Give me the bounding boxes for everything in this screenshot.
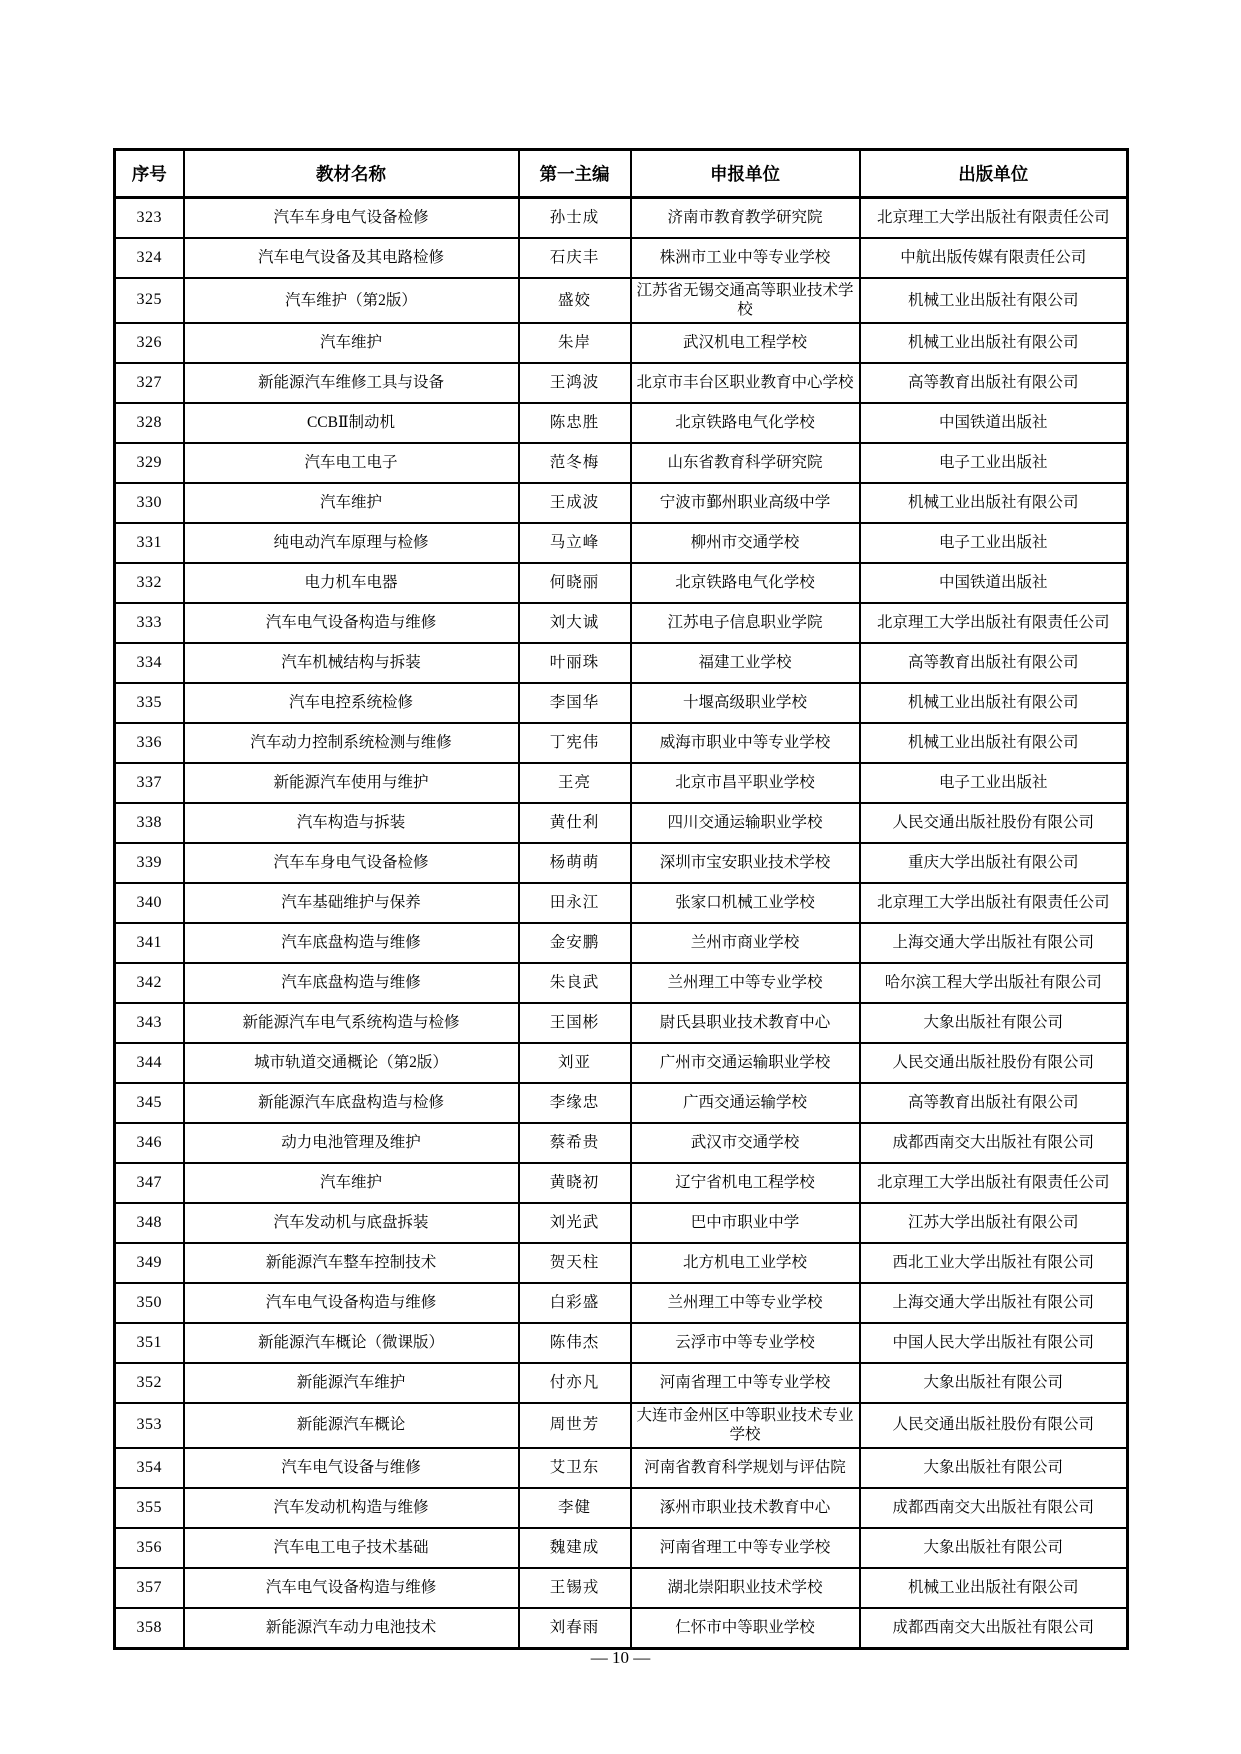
cell-applicant: 福建工业学校 bbox=[631, 643, 860, 683]
cell-title: 新能源汽车底盘构造与检修 bbox=[184, 1083, 519, 1123]
cell-applicant: 江苏省无锡交通高等职业技术学校 bbox=[631, 278, 860, 323]
cell-applicant: 四川交通运输职业学校 bbox=[631, 803, 860, 843]
cell-no: 336 bbox=[115, 723, 184, 763]
cell-publisher: 人民交通出版社股份有限公司 bbox=[860, 803, 1128, 843]
cell-applicant: 河南省教育科学规划与评估院 bbox=[631, 1448, 860, 1488]
cell-no: 350 bbox=[115, 1283, 184, 1323]
cell-applicant: 武汉机电工程学校 bbox=[631, 323, 860, 363]
column-header-applicant: 申报单位 bbox=[631, 150, 860, 198]
cell-title: 汽车电工电子 bbox=[184, 443, 519, 483]
cell-applicant: 湖北崇阳职业技术学校 bbox=[631, 1568, 860, 1608]
cell-editor: 何晓丽 bbox=[519, 563, 631, 603]
table-header bbox=[115, 150, 1128, 198]
cell-editor: 付亦凡 bbox=[519, 1363, 631, 1403]
cell-editor: 周世芳 bbox=[519, 1403, 631, 1448]
cell-publisher: 中国铁道出版社 bbox=[860, 563, 1128, 603]
cell-no: 354 bbox=[115, 1448, 184, 1488]
cell-publisher: 西北工业大学出版社有限公司 bbox=[860, 1243, 1128, 1283]
cell-editor: 黄仕利 bbox=[519, 803, 631, 843]
column-header-title: 教材名称 bbox=[184, 150, 519, 198]
cell-applicant: 河南省理工中等专业学校 bbox=[631, 1528, 860, 1568]
cell-publisher: 机械工业出版社有限公司 bbox=[860, 278, 1128, 323]
cell-applicant: 武汉市交通学校 bbox=[631, 1123, 860, 1163]
cell-title: 汽车维护 bbox=[184, 1163, 519, 1203]
cell-publisher: 机械工业出版社有限公司 bbox=[860, 483, 1128, 523]
cell-applicant: 北京市丰台区职业教育中心学校 bbox=[631, 363, 860, 403]
cell-no: 343 bbox=[115, 1003, 184, 1043]
cell-publisher: 重庆大学出版社有限公司 bbox=[860, 843, 1128, 883]
cell-editor: 陈伟杰 bbox=[519, 1323, 631, 1363]
cell-publisher: 人民交通出版社股份有限公司 bbox=[860, 1403, 1128, 1448]
cell-publisher: 人民交通出版社股份有限公司 bbox=[860, 1043, 1128, 1083]
table-row bbox=[115, 363, 1128, 403]
cell-no: 345 bbox=[115, 1083, 184, 1123]
table-row bbox=[115, 523, 1128, 563]
table-row bbox=[115, 963, 1128, 1003]
table-row bbox=[115, 323, 1128, 363]
cell-no: 330 bbox=[115, 483, 184, 523]
cell-applicant: 威海市职业中等专业学校 bbox=[631, 723, 860, 763]
cell-applicant: 北京铁路电气化学校 bbox=[631, 403, 860, 443]
cell-title: 汽车车身电气设备检修 bbox=[184, 198, 519, 239]
cell-editor: 朱良武 bbox=[519, 963, 631, 1003]
cell-title: 汽车电工电子技术基础 bbox=[184, 1528, 519, 1568]
cell-title: 纯电动汽车原理与检修 bbox=[184, 523, 519, 563]
cell-editor: 刘亚 bbox=[519, 1043, 631, 1083]
cell-applicant: 北京铁路电气化学校 bbox=[631, 563, 860, 603]
cell-publisher: 成都西南交大出版社有限公司 bbox=[860, 1488, 1128, 1528]
cell-editor: 金安鹏 bbox=[519, 923, 631, 963]
cell-publisher: 大象出版社有限公司 bbox=[860, 1003, 1128, 1043]
table-row bbox=[115, 1363, 1128, 1403]
table-row bbox=[115, 238, 1128, 278]
table-body bbox=[115, 198, 1128, 1649]
table-row bbox=[115, 403, 1128, 443]
cell-no: 324 bbox=[115, 238, 184, 278]
cell-editor: 朱岸 bbox=[519, 323, 631, 363]
cell-no: 358 bbox=[115, 1608, 184, 1649]
cell-applicant: 宁波市鄞州职业高级中学 bbox=[631, 483, 860, 523]
cell-no: 333 bbox=[115, 603, 184, 643]
cell-title: 汽车电气设备构造与维修 bbox=[184, 1283, 519, 1323]
cell-applicant: 兰州理工中等专业学校 bbox=[631, 1283, 860, 1323]
cell-title: 汽车电气设备构造与维修 bbox=[184, 1568, 519, 1608]
table-row bbox=[115, 803, 1128, 843]
cell-applicant: 张家口机械工业学校 bbox=[631, 883, 860, 923]
cell-no: 344 bbox=[115, 1043, 184, 1083]
cell-title: 新能源汽车概论 bbox=[184, 1403, 519, 1448]
cell-title: 汽车电控系统检修 bbox=[184, 683, 519, 723]
cell-no: 334 bbox=[115, 643, 184, 683]
cell-editor: 李缘忠 bbox=[519, 1083, 631, 1123]
cell-editor: 王亮 bbox=[519, 763, 631, 803]
table-row bbox=[115, 1243, 1128, 1283]
cell-publisher: 机械工业出版社有限公司 bbox=[860, 1568, 1128, 1608]
cell-applicant: 十堰高级职业学校 bbox=[631, 683, 860, 723]
cell-publisher: 电子工业出版社 bbox=[860, 763, 1128, 803]
cell-publisher: 北京理工大学出版社有限责任公司 bbox=[860, 883, 1128, 923]
cell-title: 电力机车电器 bbox=[184, 563, 519, 603]
cell-no: 328 bbox=[115, 403, 184, 443]
cell-applicant: 株洲市工业中等专业学校 bbox=[631, 238, 860, 278]
cell-no: 337 bbox=[115, 763, 184, 803]
cell-editor: 叶丽珠 bbox=[519, 643, 631, 683]
cell-no: 341 bbox=[115, 923, 184, 963]
cell-title: 新能源汽车维护 bbox=[184, 1363, 519, 1403]
cell-title: 汽车发动机与底盘拆装 bbox=[184, 1203, 519, 1243]
cell-no: 352 bbox=[115, 1363, 184, 1403]
cell-title: 新能源汽车维修工具与设备 bbox=[184, 363, 519, 403]
table-row bbox=[115, 603, 1128, 643]
cell-no: 340 bbox=[115, 883, 184, 923]
table-row bbox=[115, 883, 1128, 923]
cell-no: 346 bbox=[115, 1123, 184, 1163]
cell-applicant: 广西交通运输学校 bbox=[631, 1083, 860, 1123]
cell-no: 326 bbox=[115, 323, 184, 363]
cell-title: 汽车动力控制系统检测与维修 bbox=[184, 723, 519, 763]
table-row bbox=[115, 1568, 1128, 1608]
column-header-editor: 第一主编 bbox=[519, 150, 631, 198]
cell-editor: 刘大诚 bbox=[519, 603, 631, 643]
table-row bbox=[115, 443, 1128, 483]
cell-applicant: 江苏电子信息职业学院 bbox=[631, 603, 860, 643]
table-row bbox=[115, 1448, 1128, 1488]
cell-applicant: 深圳市宝安职业技术学校 bbox=[631, 843, 860, 883]
cell-editor: 王鸿波 bbox=[519, 363, 631, 403]
cell-publisher: 中国铁道出版社 bbox=[860, 403, 1128, 443]
table-row bbox=[115, 723, 1128, 763]
table-row bbox=[115, 198, 1128, 239]
cell-applicant: 兰州市商业学校 bbox=[631, 923, 860, 963]
table-row bbox=[115, 1608, 1128, 1649]
column-header-no: 序号 bbox=[115, 150, 184, 198]
cell-no: 348 bbox=[115, 1203, 184, 1243]
cell-title: 汽车底盘构造与维修 bbox=[184, 923, 519, 963]
cell-title: 新能源汽车动力电池技术 bbox=[184, 1608, 519, 1649]
cell-no: 331 bbox=[115, 523, 184, 563]
cell-editor: 李国华 bbox=[519, 683, 631, 723]
cell-applicant: 北方机电工业学校 bbox=[631, 1243, 860, 1283]
table-row bbox=[115, 683, 1128, 723]
cell-publisher: 江苏大学出版社有限公司 bbox=[860, 1203, 1128, 1243]
cell-applicant: 广州市交通运输职业学校 bbox=[631, 1043, 860, 1083]
table-row bbox=[115, 1323, 1128, 1363]
table-row bbox=[115, 563, 1128, 603]
cell-editor: 刘春雨 bbox=[519, 1608, 631, 1649]
cell-title: 新能源汽车整车控制技术 bbox=[184, 1243, 519, 1283]
cell-title: 新能源汽车概论（微课版） bbox=[184, 1323, 519, 1363]
cell-editor: 王锡戎 bbox=[519, 1568, 631, 1608]
cell-editor: 杨萌萌 bbox=[519, 843, 631, 883]
cell-publisher: 高等教育出版社有限公司 bbox=[860, 1083, 1128, 1123]
cell-editor: 艾卫东 bbox=[519, 1448, 631, 1488]
cell-publisher: 机械工业出版社有限公司 bbox=[860, 723, 1128, 763]
cell-no: 353 bbox=[115, 1403, 184, 1448]
cell-editor: 刘光武 bbox=[519, 1203, 631, 1243]
cell-publisher: 高等教育出版社有限公司 bbox=[860, 363, 1128, 403]
table-row bbox=[115, 1488, 1128, 1528]
cell-no: 339 bbox=[115, 843, 184, 883]
cell-editor: 马立峰 bbox=[519, 523, 631, 563]
page-number: — 10 — bbox=[590, 1648, 651, 1667]
cell-no: 327 bbox=[115, 363, 184, 403]
table-row bbox=[115, 923, 1128, 963]
cell-applicant: 济南市教育教学研究院 bbox=[631, 198, 860, 239]
table-row bbox=[115, 278, 1128, 323]
cell-publisher: 机械工业出版社有限公司 bbox=[860, 683, 1128, 723]
cell-publisher: 成都西南交大出版社有限公司 bbox=[860, 1608, 1128, 1649]
cell-applicant: 尉氏县职业技术教育中心 bbox=[631, 1003, 860, 1043]
cell-editor: 田永江 bbox=[519, 883, 631, 923]
cell-title: 汽车维护 bbox=[184, 323, 519, 363]
cell-no: 342 bbox=[115, 963, 184, 1003]
cell-title: 汽车电气设备构造与维修 bbox=[184, 603, 519, 643]
cell-no: 356 bbox=[115, 1528, 184, 1568]
cell-editor: 陈忠胜 bbox=[519, 403, 631, 443]
cell-title: 汽车电气设备与维修 bbox=[184, 1448, 519, 1488]
column-header-publisher: 出版单位 bbox=[860, 150, 1128, 198]
cell-no: 332 bbox=[115, 563, 184, 603]
cell-publisher: 大象出版社有限公司 bbox=[860, 1448, 1128, 1488]
cell-no: 329 bbox=[115, 443, 184, 483]
cell-title: 动力电池管理及维护 bbox=[184, 1123, 519, 1163]
cell-title: 汽车底盘构造与维修 bbox=[184, 963, 519, 1003]
cell-title: 汽车机械结构与拆装 bbox=[184, 643, 519, 683]
cell-no: 349 bbox=[115, 1243, 184, 1283]
cell-applicant: 山东省教育科学研究院 bbox=[631, 443, 860, 483]
table-row bbox=[115, 1203, 1128, 1243]
cell-title: 汽车发动机构造与维修 bbox=[184, 1488, 519, 1528]
table-row bbox=[115, 1043, 1128, 1083]
cell-applicant: 北京市昌平职业学校 bbox=[631, 763, 860, 803]
cell-applicant: 巴中市职业中学 bbox=[631, 1203, 860, 1243]
cell-no: 347 bbox=[115, 1163, 184, 1203]
cell-title: 汽车维护（第2版） bbox=[184, 278, 519, 323]
cell-editor: 李健 bbox=[519, 1488, 631, 1528]
textbook-table bbox=[113, 148, 1129, 1650]
cell-no: 325 bbox=[115, 278, 184, 323]
cell-editor: 孙士成 bbox=[519, 198, 631, 239]
cell-applicant: 云浮市中等专业学校 bbox=[631, 1323, 860, 1363]
cell-editor: 石庆丰 bbox=[519, 238, 631, 278]
cell-publisher: 大象出版社有限公司 bbox=[860, 1363, 1128, 1403]
cell-publisher: 高等教育出版社有限公司 bbox=[860, 643, 1128, 683]
table-row bbox=[115, 643, 1128, 683]
cell-publisher: 北京理工大学出版社有限责任公司 bbox=[860, 198, 1128, 239]
cell-no: 323 bbox=[115, 198, 184, 239]
cell-editor: 盛姣 bbox=[519, 278, 631, 323]
table-row bbox=[115, 763, 1128, 803]
cell-no: 338 bbox=[115, 803, 184, 843]
cell-title: 汽车电气设备及其电路检修 bbox=[184, 238, 519, 278]
cell-editor: 贺天柱 bbox=[519, 1243, 631, 1283]
cell-title: 新能源汽车电气系统构造与检修 bbox=[184, 1003, 519, 1043]
cell-publisher: 中航出版传媒有限责任公司 bbox=[860, 238, 1128, 278]
cell-editor: 魏建成 bbox=[519, 1528, 631, 1568]
cell-title: 汽车车身电气设备检修 bbox=[184, 843, 519, 883]
cell-applicant: 仁怀市中等职业学校 bbox=[631, 1608, 860, 1649]
table-row bbox=[115, 1283, 1128, 1323]
cell-applicant: 涿州市职业技术教育中心 bbox=[631, 1488, 860, 1528]
cell-editor: 范冬梅 bbox=[519, 443, 631, 483]
table-row bbox=[115, 1003, 1128, 1043]
cell-applicant: 大连市金州区中等职业技术专业学校 bbox=[631, 1403, 860, 1448]
cell-title: CCBⅡ制动机 bbox=[184, 403, 519, 443]
cell-applicant: 河南省理工中等专业学校 bbox=[631, 1363, 860, 1403]
table-row bbox=[115, 1528, 1128, 1568]
cell-publisher: 北京理工大学出版社有限责任公司 bbox=[860, 1163, 1128, 1203]
cell-publisher: 电子工业出版社 bbox=[860, 443, 1128, 483]
table-row bbox=[115, 1123, 1128, 1163]
cell-title: 汽车维护 bbox=[184, 483, 519, 523]
table-row bbox=[115, 1083, 1128, 1123]
cell-editor: 王国彬 bbox=[519, 1003, 631, 1043]
cell-title: 汽车基础维护与保养 bbox=[184, 883, 519, 923]
cell-no: 335 bbox=[115, 683, 184, 723]
header-row bbox=[115, 150, 1128, 198]
cell-editor: 王成波 bbox=[519, 483, 631, 523]
cell-title: 新能源汽车使用与维护 bbox=[184, 763, 519, 803]
cell-publisher: 北京理工大学出版社有限责任公司 bbox=[860, 603, 1128, 643]
cell-publisher: 成都西南交大出版社有限公司 bbox=[860, 1123, 1128, 1163]
cell-publisher: 上海交通大学出版社有限公司 bbox=[860, 923, 1128, 963]
cell-applicant: 辽宁省机电工程学校 bbox=[631, 1163, 860, 1203]
cell-applicant: 柳州市交通学校 bbox=[631, 523, 860, 563]
cell-no: 355 bbox=[115, 1488, 184, 1528]
cell-no: 351 bbox=[115, 1323, 184, 1363]
cell-editor: 丁宪伟 bbox=[519, 723, 631, 763]
cell-publisher: 大象出版社有限公司 bbox=[860, 1528, 1128, 1568]
cell-publisher: 电子工业出版社 bbox=[860, 523, 1128, 563]
cell-publisher: 哈尔滨工程大学出版社有限公司 bbox=[860, 963, 1128, 1003]
table-row bbox=[115, 1163, 1128, 1203]
cell-applicant: 兰州理工中等专业学校 bbox=[631, 963, 860, 1003]
table-row bbox=[115, 1403, 1128, 1448]
cell-title: 城市轨道交通概论（第2版） bbox=[184, 1043, 519, 1083]
cell-editor: 黄晓初 bbox=[519, 1163, 631, 1203]
cell-editor: 蔡希贵 bbox=[519, 1123, 631, 1163]
cell-publisher: 中国人民大学出版社有限公司 bbox=[860, 1323, 1128, 1363]
table-row bbox=[115, 483, 1128, 523]
cell-no: 357 bbox=[115, 1568, 184, 1608]
cell-publisher: 上海交通大学出版社有限公司 bbox=[860, 1283, 1128, 1323]
cell-title: 汽车构造与拆装 bbox=[184, 803, 519, 843]
table-row bbox=[115, 843, 1128, 883]
cell-publisher: 机械工业出版社有限公司 bbox=[860, 323, 1128, 363]
cell-editor: 白彩盛 bbox=[519, 1283, 631, 1323]
